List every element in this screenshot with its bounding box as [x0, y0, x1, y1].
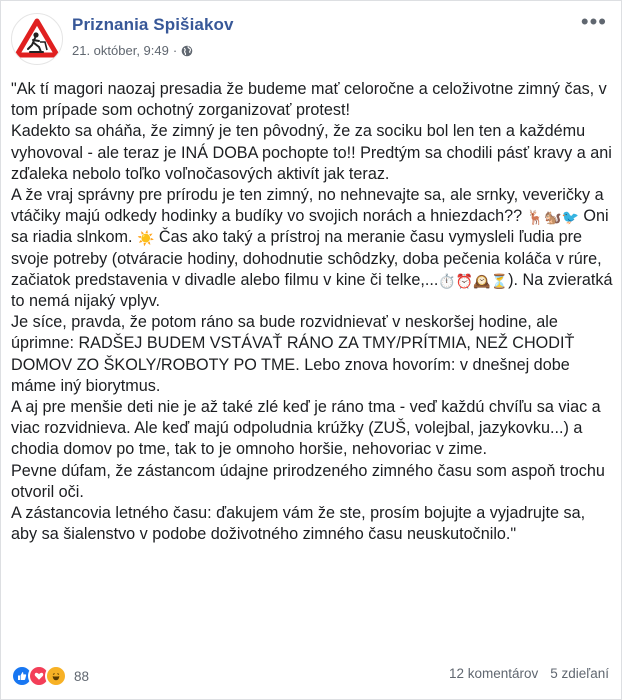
post-stats [449, 666, 609, 681]
post-meta: 21. október, 9:49 · [72, 43, 193, 58]
clock-emoji-icons: ⏱️⏰🕰️⏳ [438, 272, 509, 289]
sun-emoji-icon: ☀️ [136, 230, 155, 247]
globe-icon[interactable] [181, 45, 193, 57]
post-paragraph: "Ak tí magori naozaj presadia že budeme mať celoročne a celoživotne zimný čas, v tom prípade som ochotný zorganizovať protest! [11, 80, 607, 120]
post-header [11, 11, 611, 67]
haha-icon [45, 665, 67, 687]
warning-sign-logo-icon [12, 14, 62, 64]
post-paragraph-text: ). Na zvieratká to nemá nijaký vplyv. [11, 270, 613, 311]
post-paragraph: Kadekto sa oháňa, že zimný je ten pôvodný, že za sociku bol len ten a každému vyhovoval - ale teraz je INÁ DOBA pochopte to!! Predtým sa chodili pásť kravy a ani zďaleka nebolo toľko voľnočasových aktivít jak teraz. [11, 122, 612, 183]
post-paragraph-text: Čas ako taký a prístroj na meranie času vymysleli ľudia pre svoje potreby (otváracie hodiny, dohodnutie schôdzky, doba pečenia koláča v rúre, začiatok predstavenia v divadle alebo filmu v kine či telke,... [11, 228, 602, 289]
post-paragraph: Je síce, pravda, že potom ráno sa bude rozvidnievať v neskoršej hodine, ale úprimne: RADŠEJ BUDEM VSTÁVAŤ RÁNO ZA TMY/PRÍTMIA, NEŽ CHODIŤ DOMOV ZO ŠKOLY/ROBOTY PO TME. Lebo znova hovorím: v dnešnej dobe máme iný biorytmus. [11, 313, 575, 395]
post-paragraph [11, 185, 615, 312]
post-paragraph-text: A že vraj správny pre prírodu je ten zimný, no nehnevajte sa, ale srnky, veveričky a vtáčiky majú odkedy hodinky a budíky vo svojich norách a hniezdach?? [11, 186, 604, 226]
post-timestamp[interactable]: 21. október, 9:49 [72, 43, 169, 58]
post-paragraph: Pevne dúfam, že zástancom údajne prirodzeného zimného času som aspoň trochu otvoril oči. [11, 461, 605, 501]
reaction-count: 88 [74, 668, 90, 684]
shares-count-link[interactable]: 5 zdieľaní [550, 666, 609, 681]
ellipsis-icon[interactable]: ••• [580, 9, 607, 34]
post-paragraph-text: Oni sa riadia slnkom. [11, 207, 609, 247]
reactions-summary[interactable] [11, 665, 89, 687]
post-footer [11, 665, 611, 689]
comments-count-link[interactable]: 12 komentárov [448, 666, 539, 681]
post-body [11, 79, 615, 545]
page-avatar[interactable] [11, 13, 63, 65]
page-name-link[interactable]: Priznania Spišiakov [72, 15, 234, 34]
post-paragraph: A aj pre menšie deti nie je až také zlé keď je ráno tma - veď každú chvíľu sa viac a viac rozvidnieva. Ale keď majú odpoludnia krúžky (ZUŠ, volejbal, jazykovku...) a chodia domov po tme, tak to je omnoho horšie, nehovoriac v zime. [11, 398, 601, 459]
post-paragraph: A zástancovia letného času: ďakujem vám že ste, prosím bojujte a vyjadrujte sa, aby sa šialenstvo v podobe doživotného zimného času neuskutočnilo." [11, 504, 586, 544]
animals-emoji-icon: 🦌🐿️🐦 [526, 209, 579, 226]
